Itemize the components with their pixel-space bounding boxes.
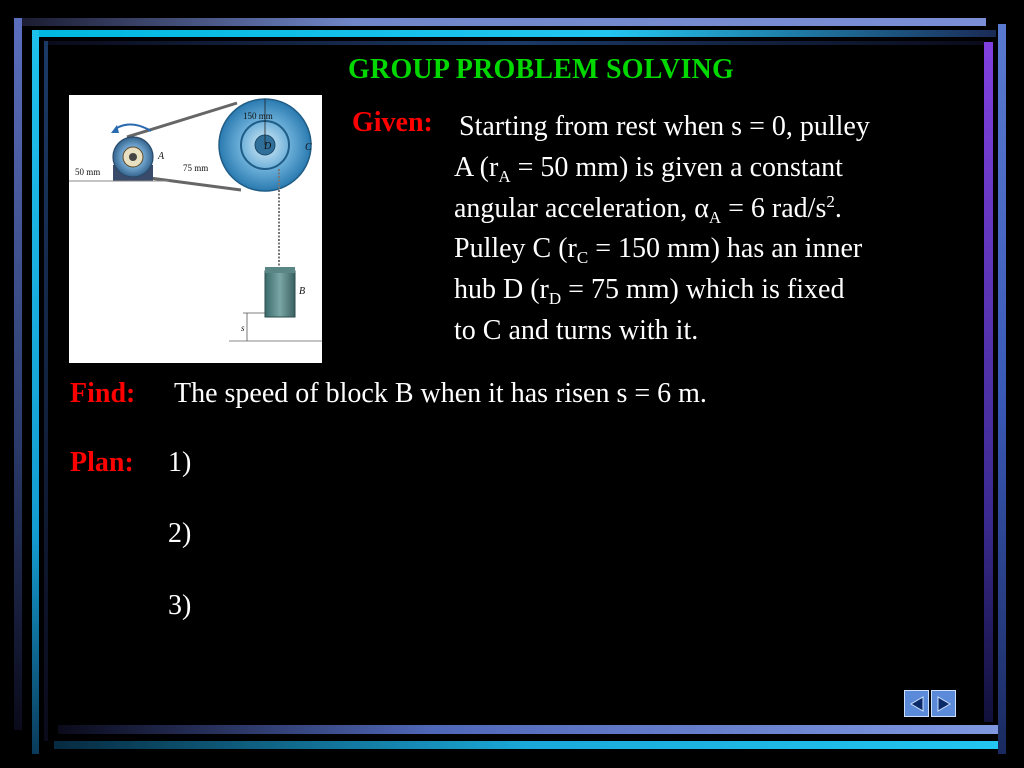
frame-bar-top-outer xyxy=(14,18,986,26)
slide-title: GROUP PROBLEM SOLVING xyxy=(348,54,734,85)
pulley-a-axle xyxy=(129,153,137,161)
alpha-symbol: α xyxy=(694,192,709,224)
frame-bar-bottom-blue xyxy=(58,725,998,734)
frame-bar-bottom-cyan xyxy=(54,741,998,749)
triangle-right-icon xyxy=(935,695,953,713)
plan-item-1: 1) xyxy=(168,447,192,478)
given-label: Given: xyxy=(352,107,433,138)
frame-bar-left-outer xyxy=(14,18,22,730)
next-slide-button[interactable] xyxy=(931,690,956,717)
slide-navigation xyxy=(904,690,956,717)
label-s: s xyxy=(241,323,245,333)
pulley-diagram xyxy=(69,95,322,363)
find-label: Find: xyxy=(70,378,136,409)
block-b xyxy=(265,271,295,317)
given-line-1: Starting from rest when s = 0, pulley xyxy=(459,111,870,142)
find-text: The speed of block B when it has risen s = 6 m. xyxy=(174,378,707,409)
frame-bar-left-inner xyxy=(44,41,48,741)
label-150mm: 150 mm xyxy=(243,111,273,121)
frame-bar-top-inner xyxy=(44,41,984,45)
given-line-2: A ($r_A = 50$ mm) is given a constant xyxy=(454,151,843,186)
label-50mm: 50 mm xyxy=(75,167,101,177)
plan-item-3: 3) xyxy=(168,590,192,621)
frame-bar-right-purple xyxy=(984,42,993,722)
plan-item-2: 2) xyxy=(168,518,192,549)
label-75mm: 75 mm xyxy=(183,163,209,173)
given-text xyxy=(454,107,969,352)
frame-bar-top-cyan xyxy=(32,30,996,37)
block-b-top xyxy=(265,267,295,273)
triangle-left-icon xyxy=(908,695,926,713)
previous-slide-button[interactable] xyxy=(904,690,929,717)
given-line-5: hub D ($r_D = 75$ mm) which is fixed xyxy=(454,274,845,309)
given-line-6: to C and turns with it. xyxy=(454,314,699,346)
given-line-4: Pulley C ($r_C = 150$ mm) has an inner xyxy=(454,233,863,268)
frame-bar-left-cyan xyxy=(32,30,39,754)
rotation-arrow-head-icon xyxy=(111,125,119,133)
label-c: C xyxy=(305,142,312,153)
label-a: A xyxy=(158,151,165,162)
given-line-3: angular acceleration, $\alpha_A = 6$ rad/$s^2$. xyxy=(454,191,842,227)
label-b: B xyxy=(299,286,306,297)
plan-label: Plan: xyxy=(70,447,134,478)
pulley-diagram-svg xyxy=(69,95,322,363)
frame-bar-right-blue xyxy=(998,24,1006,754)
label-d: D xyxy=(264,141,272,152)
